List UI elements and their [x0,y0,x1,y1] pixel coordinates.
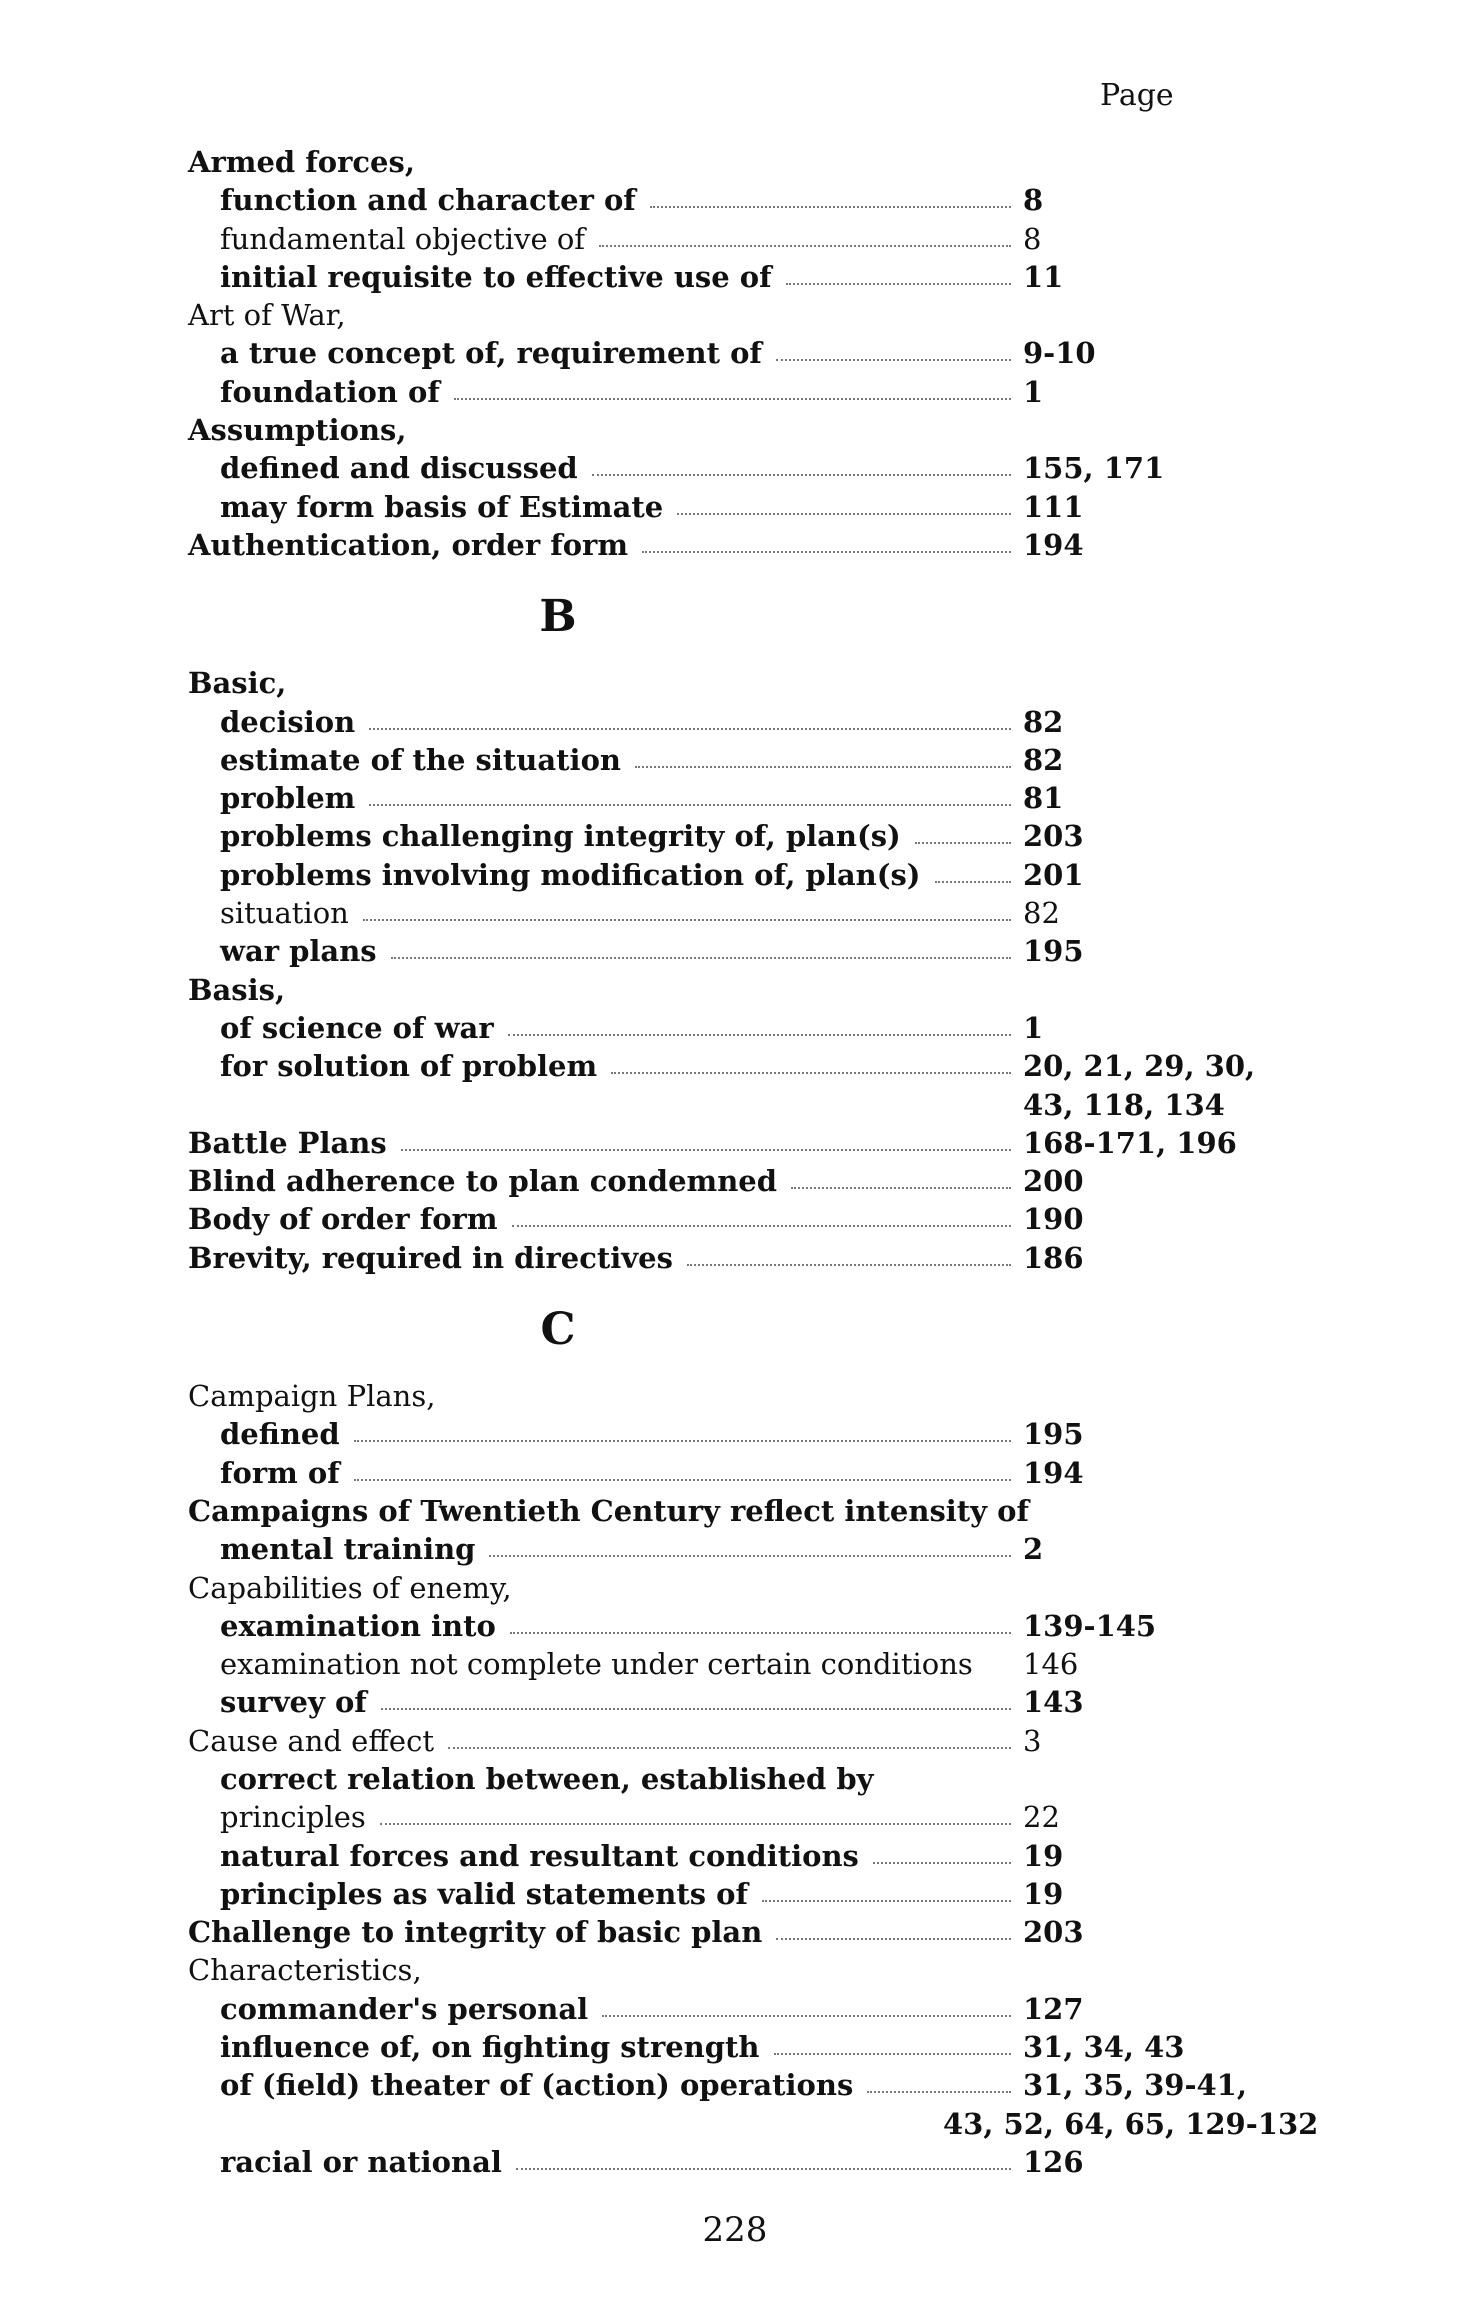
entry-pages: 203 [1023,1915,1084,1950]
entry-term: function and character of [220,183,636,218]
entry-pages: 190 [1023,1202,1084,1237]
index-entry [188,373,1308,411]
entry-pages: 9-10 [1023,336,1096,371]
entry-pages: 201 [1023,857,1084,892]
entry-pages: 31, 35, 39-41, [1023,2068,1247,2103]
index-entry [188,1415,1308,1453]
dot-leader [512,1225,1011,1227]
index-entry [188,1086,1308,1124]
entry-pages: 155, 171 [1023,451,1165,486]
dot-leader [776,359,1011,361]
dot-leader [687,1264,1011,1266]
dot-leader [516,2168,1011,2170]
entry-term: influence of, on fighting strength [220,2030,760,2065]
entry-term: Capabilities of enemy, [188,1570,512,1605]
dot-leader [401,1149,1011,1151]
index-entry [188,411,1308,449]
dot-leader [381,1708,1011,1710]
dot-leader [354,1479,1011,1481]
entry-term: commander's personal [220,1991,589,2026]
dot-leader [391,957,1011,959]
index-entry [188,2066,1308,2104]
entry-pages: 43, 52, 64, 65, 129-132 [943,2106,1319,2141]
entry-pages: 194 [1023,527,1084,562]
index-entry [188,1951,1308,1989]
entry-term: Blind adherence to plan condemned [188,1164,778,1199]
entry-pages: 81 [1023,781,1064,816]
entry-pages: 19 [1023,1838,1064,1873]
entry-pages: 143 [1023,1685,1084,1720]
entry-term: principles as valid statements of [220,1876,748,1911]
entry-term: examination not complete under certain conditions [220,1647,973,1682]
entry-term: of science of war [220,1010,494,1045]
entry-pages: 3 [1023,1723,1042,1758]
index-entry [188,1124,1308,1162]
entry-pages: 146 [1023,1647,1079,1682]
dot-leader [611,1072,1011,1074]
index-entry [188,220,1308,258]
index-entry [188,334,1308,372]
entry-term: defined [220,1417,340,1452]
index-entry [188,1645,1308,1683]
dot-leader [599,245,1011,247]
dot-leader [363,919,1011,921]
index-entry [188,1377,1308,1415]
entry-term: a true concept of, requirement of [220,336,762,371]
entry-pages: 195 [1023,1417,1084,1452]
dot-leader [776,1938,1011,1940]
dot-leader [635,766,1011,768]
index-entry [188,1990,1308,2028]
page-number: 228 [702,2210,768,2250]
index-entry [188,932,1308,970]
index-entry [188,1239,1308,1277]
dot-leader [873,1862,1011,1864]
index-entry [188,143,1308,181]
dot-leader [592,474,1011,476]
dot-leader [915,842,1011,844]
entry-pages: 82 [1023,742,1064,777]
index-entry [188,1530,1308,1568]
dot-leader [791,1187,1011,1189]
dot-leader [489,1555,1011,1557]
dot-leader [369,728,1011,730]
entry-pages: 19 [1023,1876,1064,1911]
dot-leader [354,1440,1011,1442]
entry-term: may form basis of Estimate [220,489,664,524]
entry-pages: 111 [1023,489,1084,524]
index-entry [188,1047,1308,1085]
index-entry [188,1162,1308,1200]
entry-term: examination into [220,1608,496,1643]
section-letter: B [539,591,577,643]
entry-pages: 200 [1023,1164,1084,1199]
entry-pages: 194 [1023,1455,1084,1490]
entry-term: Campaigns of Twentieth Century reflect intensity of [188,1493,1029,1528]
entry-pages: 43, 118, 134 [1023,1087,1225,1122]
entry-pages: 2 [1023,1532,1044,1567]
entry-term: fundamental objective of [220,221,586,256]
dot-leader [602,2015,1011,2017]
entry-term: racial or national [220,2144,502,2179]
entry-pages: 1 [1023,1010,1044,1045]
index-entry [188,296,1308,334]
index-entry [188,1913,1308,1951]
index-entry [188,1607,1308,1645]
entry-term: Battle Plans [188,1125,387,1160]
index-entry [188,1760,1308,1798]
entry-pages: 126 [1023,2144,1084,2179]
entry-pages: 168-171, 196 [1023,1125,1237,1160]
entry-term: natural forces and resultant conditions [220,1838,859,1873]
entry-term: Basis, [188,972,286,1007]
index-entry [188,181,1308,219]
entry-term: problem [220,781,356,816]
entry-term: for solution of problem [220,1049,598,1084]
dot-leader [650,206,1011,208]
entry-term: Campaign Plans, [188,1379,436,1414]
dot-leader [510,1632,1011,1634]
index-entry [188,449,1308,487]
index-list [188,143,1319,2181]
index-entry [188,1875,1308,1913]
entry-term: problems challenging integrity of, plan(s) [220,819,901,854]
entry-term: mental training [220,1532,476,1567]
entry-term: foundation of [220,374,440,409]
index-entry [188,1683,1308,1721]
entry-term: Body of order form [188,1202,498,1237]
entry-term: Armed forces, [188,145,415,179]
section-letter: C [540,1304,576,1356]
dot-leader [642,551,1011,553]
entry-term: principles [220,1800,366,1835]
entry-term: Challenge to integrity of basic plan [188,1915,763,1950]
entry-pages: 127 [1023,1991,1084,2026]
entry-term: Basic, [188,666,287,701]
index-entry [188,1569,1308,1607]
entry-term: defined and discussed [220,451,578,486]
index-entry [188,664,1308,702]
entry-term: decision [220,704,356,739]
entry-term: estimate of the situation [220,742,622,777]
entry-pages: 8 [1023,221,1042,256]
entry-term: situation [220,896,349,931]
index-entry [188,1009,1308,1047]
index-entry [188,1837,1308,1875]
index-entry [188,894,1308,932]
entry-term: Characteristics, [188,1953,422,1988]
index-entry [188,1798,1308,1836]
entry-pages: 22 [1023,1800,1060,1835]
dot-leader [369,804,1011,806]
entry-pages: 1 [1023,374,1044,409]
index-entry [188,1722,1308,1760]
dot-leader [677,513,1011,515]
index-entry [188,703,1308,741]
entry-pages: 11 [1023,259,1064,294]
entry-term: Authentication, order form [188,527,628,562]
index-entry [188,856,1308,894]
dot-leader [786,283,1011,285]
index-entry [188,1492,1308,1530]
entry-term: Art of War, [188,298,346,333]
index-entry [188,779,1308,817]
index-entry [188,1200,1308,1238]
dot-leader [508,1034,1011,1036]
entry-pages: 186 [1023,1240,1084,1275]
dot-leader [867,2091,1011,2093]
entry-pages: 20, 21, 29, 30, [1023,1049,1256,1084]
index-entry [188,971,1308,1009]
index-entry [188,258,1308,296]
dot-leader [380,1823,1011,1825]
index-entry [188,2028,1308,2066]
entry-pages: 139-145 [1023,1608,1157,1643]
entry-term: Brevity, required in directives [188,1240,673,1275]
entry-pages: 82 [1023,896,1060,931]
index-entry [188,1454,1308,1492]
entry-term: survey of [220,1685,367,1720]
dot-leader [448,1747,1011,1749]
dot-leader [774,2053,1011,2055]
index-entry [188,741,1308,779]
index-entry [188,488,1308,526]
index-entry [188,2105,1319,2143]
index-entry [188,817,1308,855]
dot-leader [762,1900,1011,1902]
entry-term: problems involving modification of, plan(s) [220,857,921,892]
dot-leader [935,881,1011,883]
entry-pages: 31, 34, 43 [1023,2030,1185,2065]
entry-term: Assumptions, [188,413,407,448]
index-entry [188,526,1308,564]
entry-term: war plans [220,934,377,969]
entry-term: correct relation between, established by [220,1761,874,1796]
page-column-label: Page [1100,78,1174,113]
dot-leader [454,398,1011,400]
entry-term: of (field) theater of (action) operations [220,2068,854,2103]
entry-term: Cause and effect [188,1723,434,1758]
entry-term: form of [220,1455,340,1490]
entry-pages: 82 [1023,704,1064,739]
entry-term: initial requisite to effective use of [220,259,772,294]
index-entry [188,2143,1308,2181]
entry-pages: 8 [1023,183,1044,218]
entry-pages: 195 [1023,934,1084,969]
entry-pages: 203 [1023,819,1084,854]
